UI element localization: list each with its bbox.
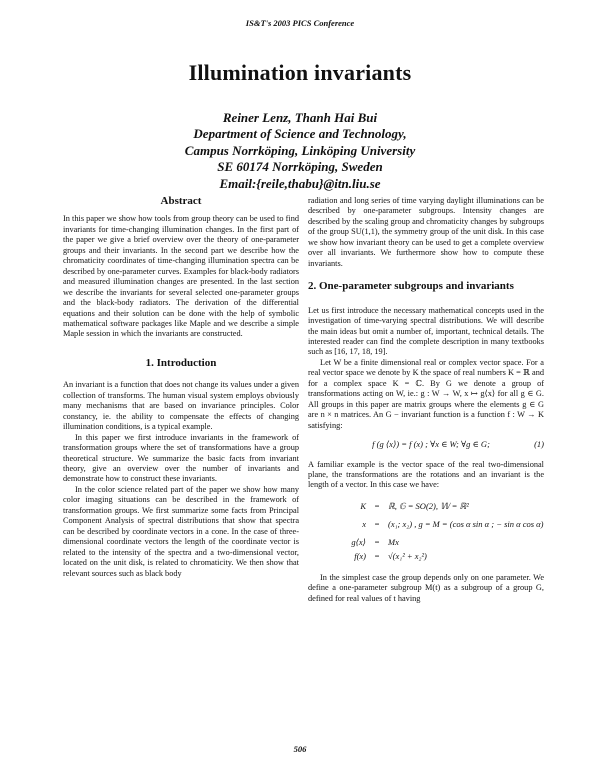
paper-title: Illumination invariants [188,60,412,85]
right-column [308,196,544,604]
abstract-heading: Abstract [160,195,202,207]
equation-op: = [374,536,380,547]
equation-1-number: (1) [534,439,544,450]
intro-paragraph-2: In this paper we first introduce invariants in the framework of transformation groups where the set of transformations have a group theoretical structure. We summarize the basic facts from invariant theory, give an overview over the number of invariants and demonstrate how to construct these invariants. [63,432,299,484]
equation-row [328,513,544,535]
equation-lhs: f(x) [354,550,366,561]
equation-rhs: √(x₁² + x₂²) [388,550,427,561]
author-block [0,110,600,192]
address: SE 60174 Norrköping, Sweden [217,159,383,175]
section2-paragraph-3: A familiar example is the vector space of the real two-dimensional plane, the transformations are the rotations and an invariant is the length of a vector. In this case we have: [308,459,544,490]
running-header: IS&T's 2003 PICS Conference [245,18,355,28]
department: Department of Science and Technology, [193,126,407,142]
equation-rhs: Mx [388,536,399,547]
section2-paragraph-1: Let us first introduce the necessary mathematical concepts used in the investigation of time-varying spectral distributions. We will describe the main ideas but omit a number of, important, technical details. The interested reader can find the complete description in many textbooks such as [16, 17, 18, 19]. [308,305,544,357]
author-names: Reiner Lenz, Thanh Hai Bui [222,110,378,125]
campus: Campus Norrköping, Linköping University [184,142,416,158]
equation-rhs: (x₁; x₂) , g = M = (cos α sin α ; − sin α cos α) [388,518,544,529]
intro-continuation: radiation and long series of time varying daylight illuminations can be described by one-parameter subgroups. Intensity changes are described by the scaling group and chromaticity changes by subgroups of the group SU(1,1), the symmetry group of the unit disk. In this case we show how invariant theory can be used to get a complete overview over all invariants. We furthermore show how to compute these invariants. [308,196,544,268]
page-number: 506 [293,744,307,754]
equation-1-body: f (g ⟨x⟩) = f (x) ; ∀x ∈ W; ∀g ∈ G; [372,439,490,450]
intro-paragraph-1: An invariant is a function that does not change its values under a given collection of transforms. The human visual system employs obviously many mechanisms that are based on invariance principles. Color constancy, ie. the ability to compensate the effects of changing illumination conditions, is a typical example. [63,380,299,432]
equation-row [328,499,544,513]
abstract-text: In this paper we show how tools from group theory can be used to find invariants for time-changing illumination changes. In the first part of the paper we give a brief overview over the theory of one-parameter groups and their invariants. In the second part we describe how the chromaticity coordinates of time-changing illumination spectra can be described by one-parameter curves. Examples for black-body radiators and measured illumination changes are presented. In the last section we describe the invariants for several selected one-parameter groups and the black-body radiators. The derivation of the differential equations and their solution can be done with the help of symbolic mathematical software packages like Maple and we describe a simple Maple session in which the invariants are constructed. [63,214,299,339]
left-column [63,196,299,579]
introduction-heading: 1. Introduction [145,356,217,369]
section2-heading: 2. One-parameter subgroups and invariants [308,280,514,293]
equation-array [328,499,544,563]
equation-row [328,549,544,563]
equation-rhs: ℝ, 𝔾 = SO(2), 𝕎 = ℝ² [388,500,469,511]
section2-paragraph-2: Let W be a finite dimensional real or complex vector space. For a real vector space we denote by K the space of real numbers K = ℝ and for a complex space K = ℂ. By G we denote a group of transformations acting on W, ie.: g : W → W, x ↦ g⟨x⟩ for all g ∈ G. All groups in this paper are matrix groups where the elements g ∈ G are n × n matrices. An G − invariant function is a function f : W → K satisfying: [308,357,544,430]
equation-lhs: K [360,500,366,511]
equation-row [328,535,544,549]
equation-lhs: x [362,518,366,529]
equation-op: = [374,550,380,561]
section2-paragraph-4: In the simplest case the group depends only on one parameter. We define a one-parameter subgroup M(t) as a subgroup of a group G, defined for real values of t having [308,572,544,603]
email: Email:{reile,thabu}@itn.liu.se [219,175,381,191]
equation-1 [308,439,544,449]
equation-op: = [374,500,380,511]
intro-paragraph-3: In the color science related part of the paper we show how many color imaging situations can be described in the framework of transformation groups. We first summarize some facts from Principal Component Analysis of spectral distributions that show that spectra can be described by coordinate vectors in a cone. In the case of three-dimensional coordinate vectors the length of the coordinate vector is related to the intensity of the spectra and a two-dimensional vector, located on the unit disk, is related to chromaticity. We then show that relevant sources such as black body [63,484,299,578]
equation-op: = [374,518,380,529]
equation-lhs: g⟨x⟩ [351,536,366,547]
